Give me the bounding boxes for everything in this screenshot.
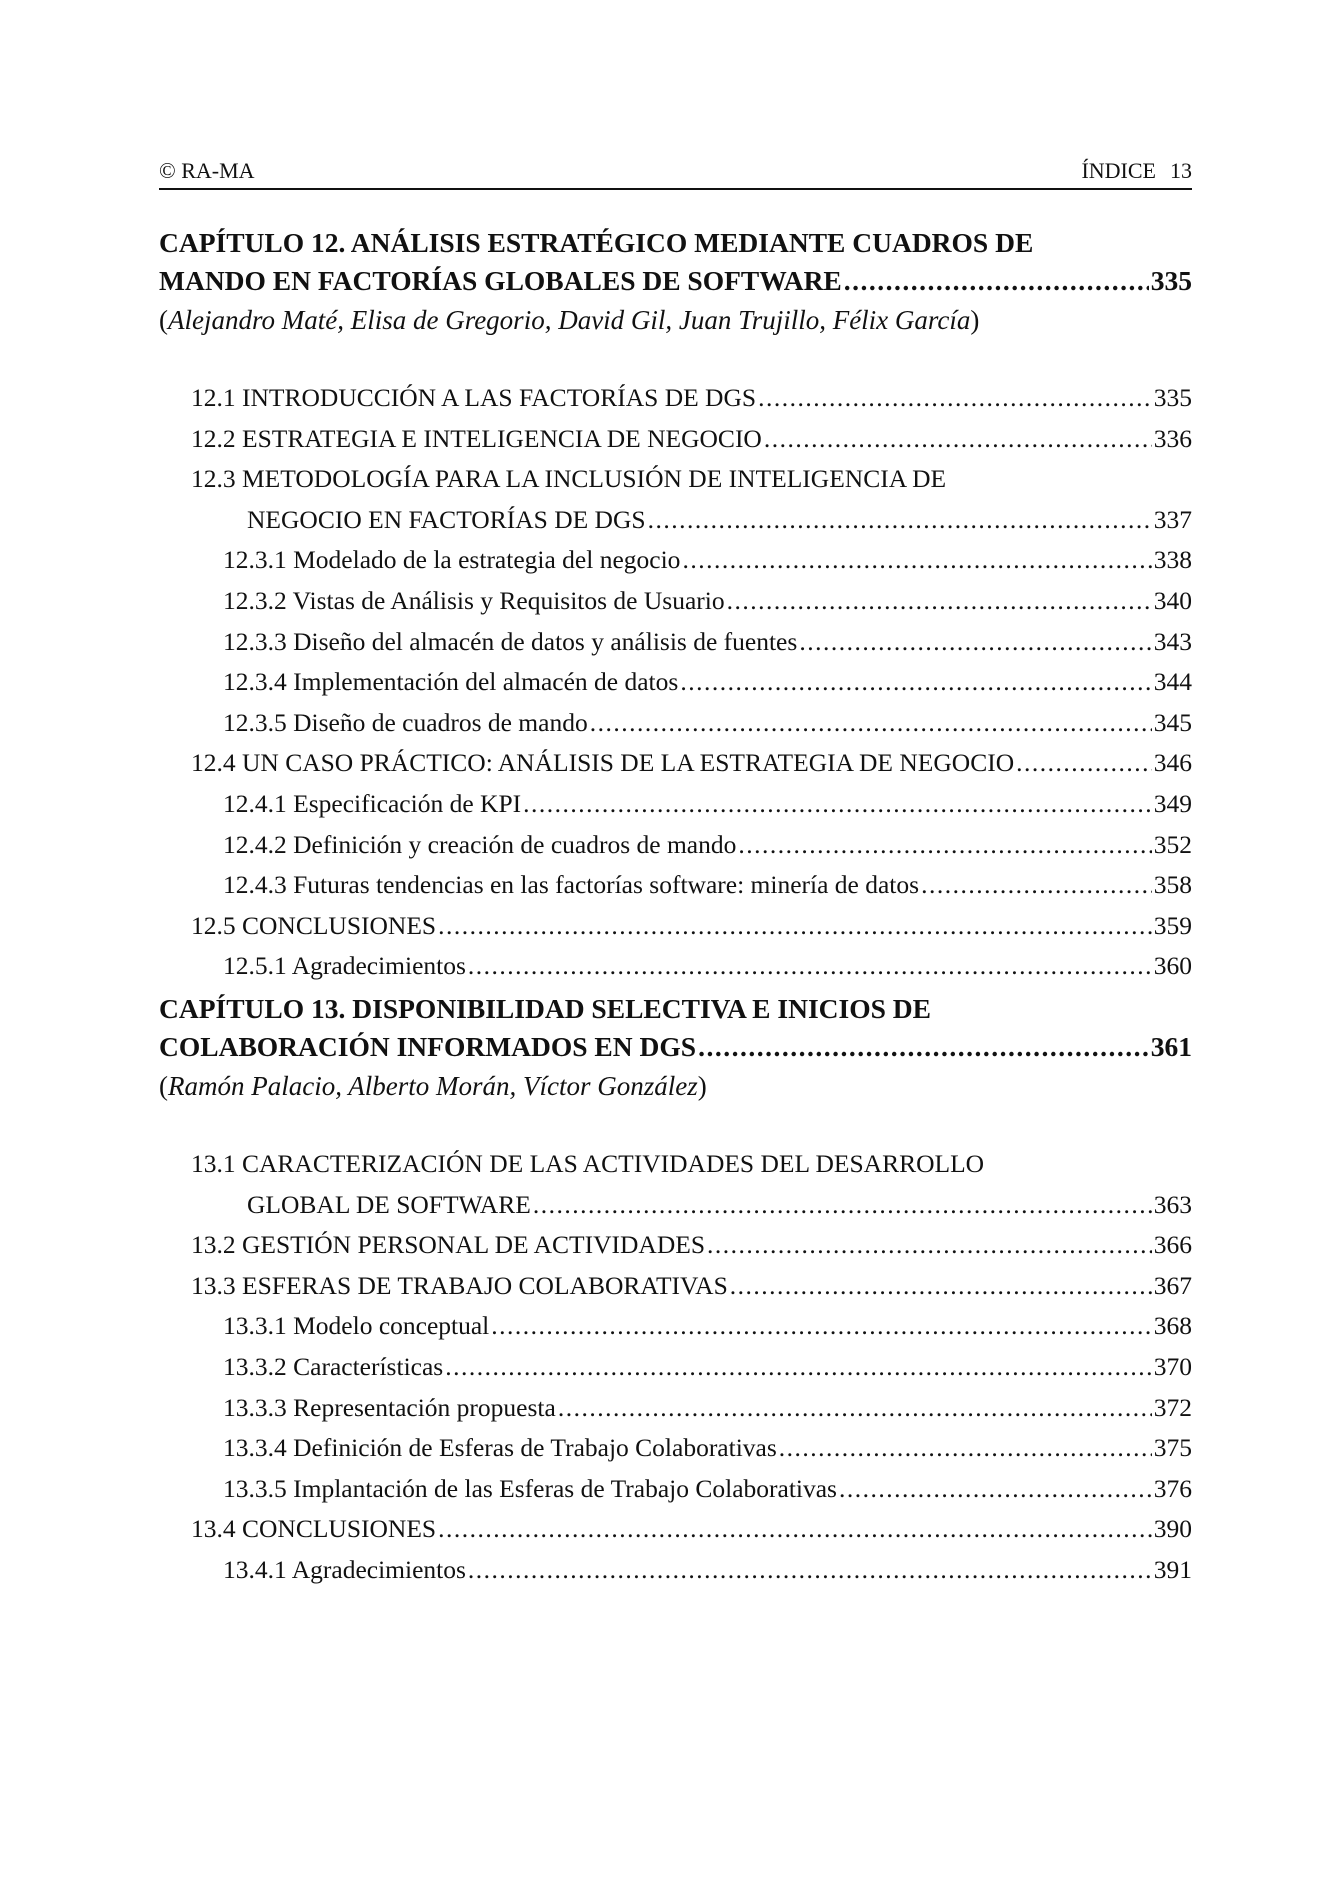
dot-leader — [590, 703, 1152, 744]
section-page-label — [1081, 158, 1192, 184]
toc-entry-12-2[interactable] — [159, 419, 1192, 460]
entry-page: 391 — [1153, 1554, 1192, 1584]
dot-leader — [707, 1225, 1152, 1266]
entry-page: 345 — [1153, 707, 1192, 737]
dot-leader — [764, 419, 1152, 460]
dot-leader — [491, 1306, 1151, 1347]
page-number: 13 — [1170, 158, 1192, 183]
entry-title: 13.3 ESFERAS DE TRABAJO COLABORATIVAS — [191, 1270, 728, 1300]
authors-text: Alejandro Maté, Elisa de Gregorio, David Gil, Juan Trujillo, Félix García — [168, 305, 971, 335]
chapter-authors: (Alejandro Maté, Elisa de Gregorio, David Gil, Juan Trujillo, Félix García) — [159, 305, 980, 335]
toc-entry-12-3[interactable] — [159, 459, 1192, 540]
entry-page: 360 — [1153, 951, 1192, 981]
entry-page: 335 — [1153, 383, 1192, 412]
toc-entry-13-3-3[interactable] — [159, 1388, 1192, 1429]
toc-entry-13-2[interactable] — [159, 1225, 1192, 1266]
entry-page: 359 — [1153, 910, 1192, 940]
entry-page: 340 — [1153, 585, 1192, 615]
entry-title: 13.3.5 Implantación de las Esferas de Trabajo Colaborativas — [223, 1473, 837, 1503]
toc-entry-13-3-4[interactable] — [159, 1428, 1192, 1469]
dot-leader — [648, 500, 1152, 541]
toc-entry-13-3-1[interactable] — [159, 1306, 1192, 1347]
toc-entry-12-4-2[interactable] — [159, 825, 1192, 866]
dot-leader — [738, 825, 1151, 866]
entry-page: 372 — [1153, 1392, 1192, 1422]
chapter-page: 335 — [1150, 265, 1192, 296]
toc-entry-12-4-3[interactable] — [159, 865, 1192, 906]
chapter-title-line2: MANDO EN FACTORÍAS GLOBALES DE SOFTWARE — [159, 265, 842, 296]
dot-leader — [839, 1469, 1152, 1510]
toc-entry-13-4[interactable] — [159, 1509, 1192, 1550]
entry-page: 367 — [1153, 1270, 1192, 1300]
authors-text: Ramón Palacio, Alberto Morán, Víctor González — [168, 1071, 698, 1101]
header-rule — [159, 188, 1192, 190]
entry-page: 358 — [1153, 870, 1192, 900]
toc-entry-12-3-1[interactable] — [159, 540, 1192, 581]
entry-title-continued: NEGOCIO EN FACTORÍAS DE DGS — [247, 504, 646, 534]
toc-entry-12-3-2[interactable] — [159, 581, 1192, 622]
entry-title: 13.4 CONCLUSIONES — [191, 1514, 437, 1544]
dot-leader — [727, 581, 1152, 622]
entry-page: 390 — [1153, 1514, 1192, 1544]
dot-leader — [468, 946, 1152, 987]
dot-leader — [1016, 743, 1152, 784]
toc-entry-12-3-3[interactable] — [159, 622, 1192, 663]
dot-leader — [680, 662, 1151, 703]
dot-leader — [438, 1509, 1152, 1550]
dot-leader — [468, 1550, 1152, 1591]
entry-page: 337 — [1153, 504, 1192, 534]
entry-page: 376 — [1153, 1473, 1192, 1503]
entry-title: 12.2 ESTRATEGIA E INTELIGENCIA DE NEGOCIO — [191, 423, 762, 453]
entry-page: 346 — [1153, 748, 1192, 778]
entry-title: 12.5 CONCLUSIONES — [191, 910, 437, 940]
entry-page: 349 — [1153, 788, 1192, 818]
running-header — [159, 158, 1192, 184]
toc-entry-12-3-5[interactable] — [159, 703, 1192, 744]
entry-title: 13.3.2 Características — [223, 1351, 444, 1381]
entry-title: 12.3 METODOLOGÍA PARA LA INCLUSIÓN DE INTELIGENCIA DE — [191, 464, 947, 494]
dot-leader — [758, 378, 1152, 419]
entry-title: 12.1 INTRODUCCIÓN A LAS FACTORÍAS DE DGS — [191, 383, 757, 412]
chapter-page: 361 — [1150, 1031, 1192, 1062]
chapter-title-line2: COLABORACIÓN INFORMADOS EN DGS — [159, 1031, 697, 1062]
dot-leader — [438, 906, 1152, 947]
entry-page: 363 — [1153, 1189, 1192, 1219]
entry-page: 368 — [1153, 1311, 1192, 1341]
publisher-mark: © RA-MA — [159, 158, 255, 183]
entry-title: 12.3.5 Diseño de cuadros de mando — [223, 707, 588, 737]
entry-title: 13.3.4 Definición de Esferas de Trabajo Colaborativas — [223, 1433, 777, 1463]
chapter-authors: (Ramón Palacio, Alberto Morán, Víctor González) — [159, 1071, 707, 1101]
entry-title: 13.3.3 Representación propuesta — [223, 1392, 556, 1422]
toc-entry-12-5[interactable] — [159, 906, 1192, 947]
entry-page: 344 — [1153, 667, 1192, 697]
dot-leader — [698, 1028, 1149, 1066]
dot-leader — [533, 1185, 1152, 1226]
entry-title: 13.2 GESTIÓN PERSONAL DE ACTIVIDADES — [191, 1230, 706, 1260]
entry-page: 366 — [1153, 1230, 1192, 1260]
section-label: ÍNDICE — [1081, 158, 1156, 183]
entry-page: 338 — [1153, 545, 1192, 575]
dot-leader — [779, 1428, 1152, 1469]
entry-page: 352 — [1153, 829, 1192, 859]
toc-entry-12-3-4[interactable] — [159, 662, 1192, 703]
entry-title: 12.3.4 Implementación del almacén de datos — [223, 667, 679, 697]
toc-entry-13-3-2[interactable] — [159, 1347, 1192, 1388]
toc-entry-12-4[interactable] — [159, 743, 1192, 784]
dot-leader — [730, 1266, 1152, 1307]
entry-page: 370 — [1153, 1351, 1192, 1381]
entry-title: 12.3.2 Vistas de Análisis y Requisitos de Usuario — [223, 585, 725, 615]
toc-entry-12-1[interactable] — [159, 378, 1192, 419]
entry-title: 13.4.1 Agradecimientos — [223, 1554, 466, 1584]
chapter-title[interactable] — [159, 990, 1192, 1066]
entry-title: 12.4.2 Definición y creación de cuadros de mando — [223, 829, 737, 859]
chapter-12 — [159, 224, 1192, 987]
entry-page: 375 — [1153, 1433, 1192, 1463]
entry-title: 12.4.1 Especificación de KPI — [223, 788, 522, 818]
toc-entry-13-4-1[interactable] — [159, 1550, 1192, 1591]
dot-leader — [445, 1347, 1152, 1388]
entry-page: 343 — [1153, 626, 1192, 656]
dot-leader — [682, 540, 1151, 581]
chapter-title-line1: CAPÍTULO 13. DISPONIBILIDAD SELECTIVA E INICIOS DE — [159, 993, 931, 1024]
toc-entries — [159, 1144, 1192, 1591]
entry-title: 12.4.3 Futuras tendencias en las factorías software: minería de datos — [223, 870, 920, 900]
toc-entry-13-3-5[interactable] — [159, 1469, 1192, 1510]
dot-leader — [799, 622, 1151, 663]
toc-entry-13-1[interactable] — [159, 1144, 1192, 1225]
entry-title: 12.3.3 Diseño del almacén de datos y análisis de fuentes — [223, 626, 798, 656]
entry-page: 336 — [1153, 423, 1192, 453]
entry-title: 13.3.1 Modelo conceptual — [223, 1311, 490, 1341]
chapter-13 — [159, 990, 1192, 1591]
entry-title: 13.1 CARACTERIZACIÓN DE LAS ACTIVIDADES DEL DESARROLLO — [191, 1149, 985, 1178]
toc-entry-12-5-1[interactable] — [159, 946, 1192, 987]
toc-entries — [159, 378, 1192, 987]
dot-leader — [844, 262, 1149, 300]
entry-title: 12.4 UN CASO PRÁCTICO: ANÁLISIS DE LA ESTRATEGIA DE NEGOCIO — [191, 748, 1015, 778]
dot-leader — [558, 1388, 1152, 1429]
entry-title: 12.3.1 Modelado de la estrategia del negocio — [223, 545, 681, 575]
toc-entry-12-4-1[interactable] — [159, 784, 1192, 825]
chapter-title-line1: CAPÍTULO 12. ANÁLISIS ESTRATÉGICO MEDIANTE CUADROS DE — [159, 227, 1034, 258]
entry-title: 12.5.1 Agradecimientos — [223, 951, 466, 981]
entry-title-continued: GLOBAL DE SOFTWARE — [247, 1189, 531, 1219]
dot-leader — [523, 784, 1152, 825]
dot-leader — [921, 865, 1152, 906]
toc-entry-13-3[interactable] — [159, 1266, 1192, 1307]
chapter-title[interactable] — [159, 224, 1192, 300]
